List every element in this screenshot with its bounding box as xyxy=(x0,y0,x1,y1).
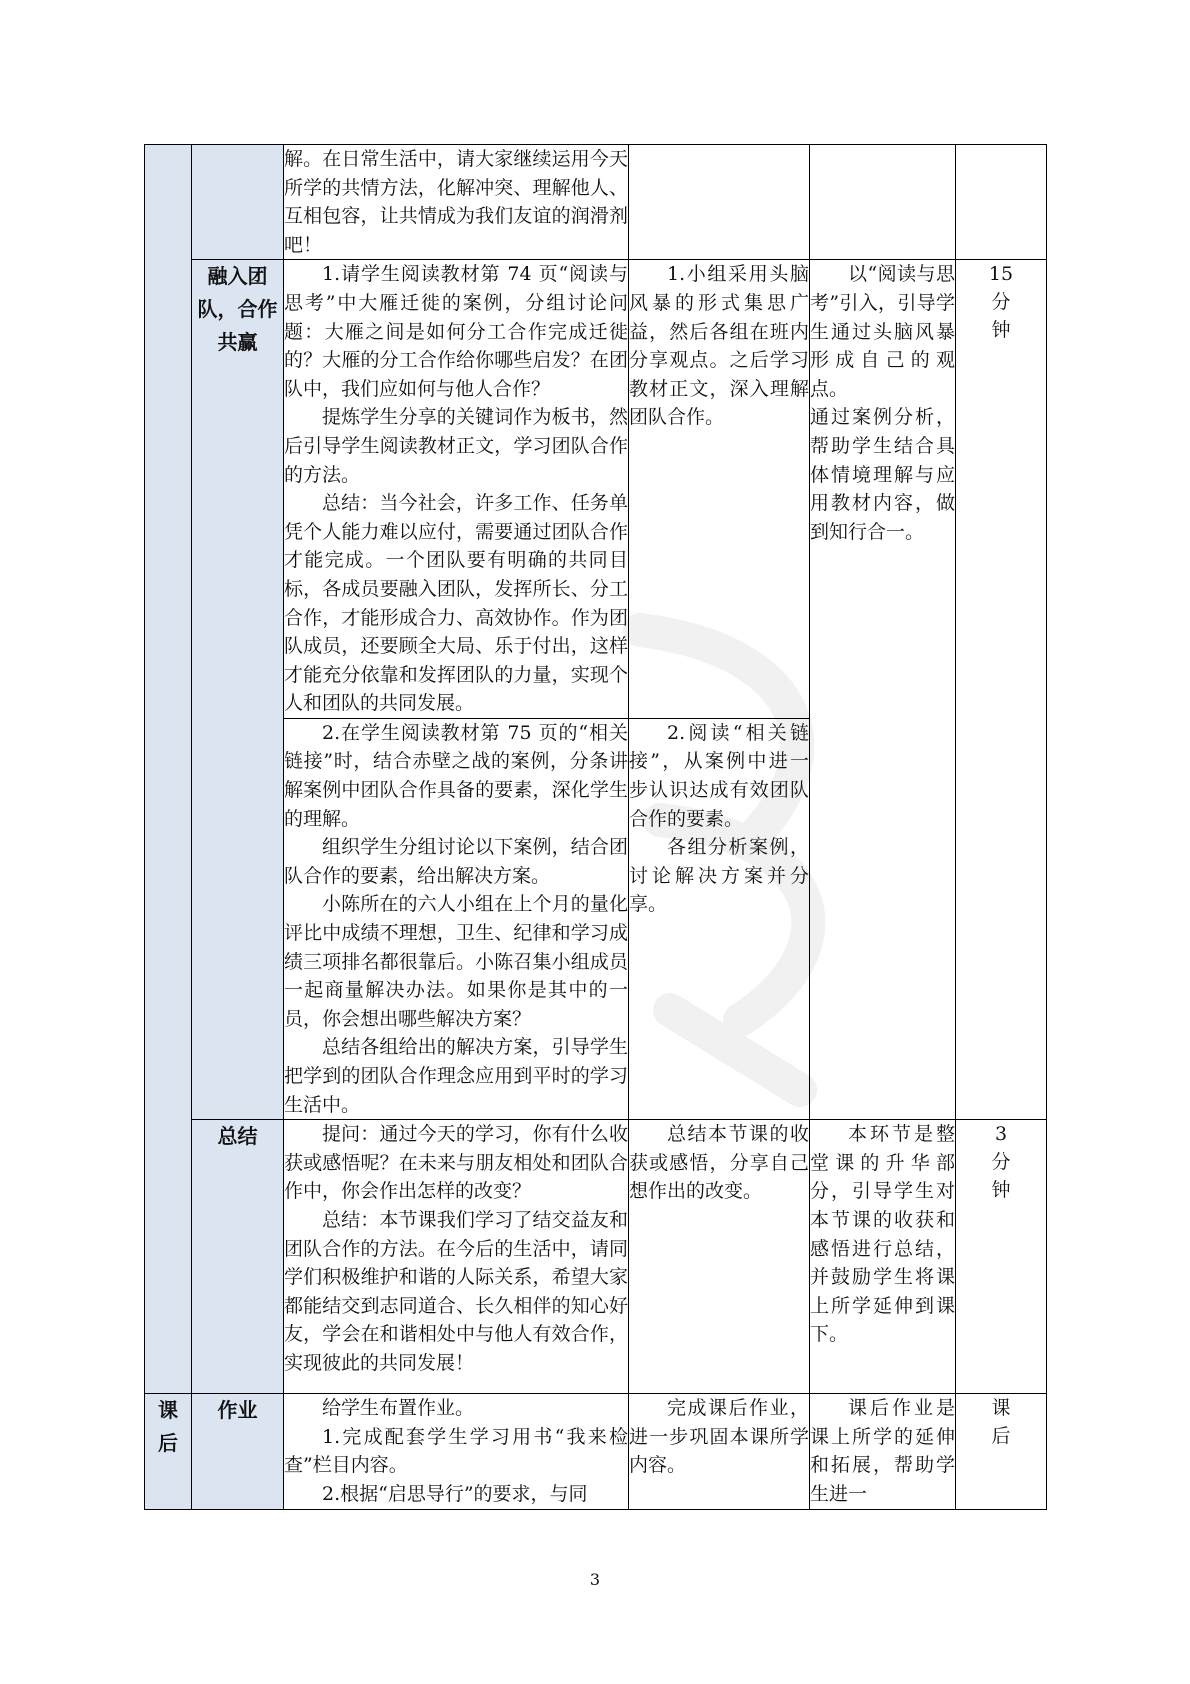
time-label: 后 xyxy=(991,1425,1011,1448)
topic-cell-homework: 作业 xyxy=(192,1394,284,1510)
time-value: 3 xyxy=(994,1123,1008,1146)
student-paragraph: 2.阅读“相关链接”，从案例中进一步认识达成有效团队合作的要素。 xyxy=(629,721,809,830)
time-cell-homework xyxy=(956,1394,1047,1510)
teacher-activity-cell xyxy=(284,1394,629,1510)
lesson-plan-table xyxy=(144,144,1047,1510)
teacher-paragraph: 提问：通过今天的学习，你有什么收获或感悟呢？在未来与朋友相处和团队合作中，你会作出怎样的改变？ xyxy=(284,1123,628,1203)
teacher-paragraph: 总结各组给出的解决方案，引导学生把学到的团队合作理念应用到平时的学习生活中。 xyxy=(284,1036,628,1116)
teacher-paragraph: 提炼学生分享的关键词作为板书，然后引导学生阅读教材正文，学习团队合作的方法。 xyxy=(284,406,628,486)
student-activity-cell xyxy=(629,145,810,260)
table-row-team xyxy=(145,260,1047,719)
time-cell-team xyxy=(956,260,1047,1120)
time-value: 15 xyxy=(988,263,1014,286)
time-unit: 分 xyxy=(991,291,1011,314)
time-unit: 钟 xyxy=(991,1179,1011,1202)
teacher-paragraph: 给学生布置作业。 xyxy=(322,1397,475,1420)
intent-paragraph: 本环节是整堂课的升华部分，引导学生对本节课的收获和感悟进行总结，并鼓励学生将课上所学延伸到课下。 xyxy=(810,1123,955,1346)
time-cell-summary xyxy=(956,1120,1047,1394)
intent-paragraph: 通过案例分析，帮助学生结合具体情境理解与应用教材内容，做到知行合一。 xyxy=(810,406,955,543)
intent-paragraph: 以“阅读与思考”引入，引导学生通过头脑风暴形成自己的观点。 xyxy=(810,263,955,400)
design-intent-cell xyxy=(810,260,956,1120)
topic-cell-summary: 总结 xyxy=(192,1120,284,1394)
student-activity-cell xyxy=(629,718,810,1119)
student-activity-cell xyxy=(629,1120,810,1394)
student-activity-cell xyxy=(629,260,810,719)
teacher-activity-cell xyxy=(284,1120,629,1394)
student-paragraph: 1.小组采用头脑风暴的形式集思广益，然后各组在班内分享观点。之后学习教材正文，深入理解团队合作。 xyxy=(629,263,809,429)
time-cell xyxy=(956,145,1047,260)
stage-label: 课 xyxy=(158,1398,178,1423)
teacher-activity-cell xyxy=(284,145,629,260)
teacher-paragraph: 总结：当今社会，许多工作、任务单凭个人能力难以应付，需要通过团队合作才能完成。一个团队要有明确的共同目标，各成员要融入团队，发挥所长、分工合作，才能形成合力、高效协作。作为团队成员，还要顾全大局、乐于付出，这样才能充分依靠和发挥团队的力量，实现个人和团队的共同发展。 xyxy=(284,492,628,715)
topic-cell-empty xyxy=(192,145,284,260)
teacher-paragraph: 1.请学生阅读教材第 74 页“阅读与思考”中大雁迁徙的案例，分组讨论问题：大雁之间是如何分工合作完成迁徙的？大雁的分工合作给你哪些启发？在团队中，我们应如何与他人合作？ xyxy=(284,263,628,400)
student-activity-cell xyxy=(629,1394,810,1510)
page-number: 3 xyxy=(589,1570,601,1589)
table-row-homework xyxy=(145,1394,1047,1510)
table-row-summary xyxy=(145,1120,1047,1394)
design-intent-cell xyxy=(810,1120,956,1394)
teacher-activity-cell xyxy=(284,260,629,719)
teacher-paragraph: 2.在学生阅读教材第 75 页的“相关链接”时，结合赤壁之战的案例，分条讲解案例中团队合作具备的要素，深化学生的理解。 xyxy=(284,721,628,830)
table-row-continuation xyxy=(145,145,1047,260)
design-intent-cell xyxy=(810,145,956,260)
student-paragraph: 完成课后作业，进一步巩固本课所学内容。 xyxy=(629,1397,809,1477)
teacher-paragraph: 总结：本节课我们学习了结交益友和团队合作的方法。在今后的生活中，请同学们积极维护和谐的人际关系，希望大家都能结交到志同道合、长久相伴的知心好友，学会在和谐相处中与他人有效合作，实现彼此的共同发展！ xyxy=(284,1208,628,1374)
time-unit: 分 xyxy=(991,1151,1011,1174)
student-paragraph: 总结本节课的收获或感悟，分享自己想作出的改变。 xyxy=(629,1123,809,1203)
intent-paragraph: 课后作业是课上所学的延伸和拓展，帮助学生进一 xyxy=(810,1397,955,1505)
teacher-paragraph: 小陈所在的六人小组在上个月的量化评比中成绩不理想，卫生、纪律和学习成绩三项排名都很靠后。小陈召集小组成员一起商量解决办法。如果你是其中的一员，你会想出哪些解决方案？ xyxy=(284,893,628,1030)
stage-cell-in-class xyxy=(145,145,192,1394)
teacher-activity-cell xyxy=(284,718,629,1119)
teacher-paragraph: 解。在日常生活中，请大家继续运用今天所学的共情方法，化解冲突、理解他人、互相包容，让共情成为我们友谊的润滑剂吧！ xyxy=(284,148,628,256)
time-label: 课 xyxy=(991,1397,1011,1420)
student-paragraph: 各组分析案例，讨论解决方案并分享。 xyxy=(629,836,809,916)
teacher-paragraph: 组织学生分组讨论以下案例，结合团队合作的要素，给出解决方案。 xyxy=(284,836,628,887)
time-unit: 钟 xyxy=(991,319,1011,342)
stage-label: 后 xyxy=(158,1431,178,1456)
teacher-paragraph: 2.根据“启思导行”的要求，与同 xyxy=(322,1482,588,1505)
design-intent-cell xyxy=(810,1394,956,1510)
teacher-paragraph: 1.完成配套学生学习用书“我来检查”栏目内容。 xyxy=(284,1425,628,1477)
stage-cell-after-class xyxy=(145,1394,192,1510)
topic-cell-team: 融入团队，合作共赢 xyxy=(192,260,284,1120)
